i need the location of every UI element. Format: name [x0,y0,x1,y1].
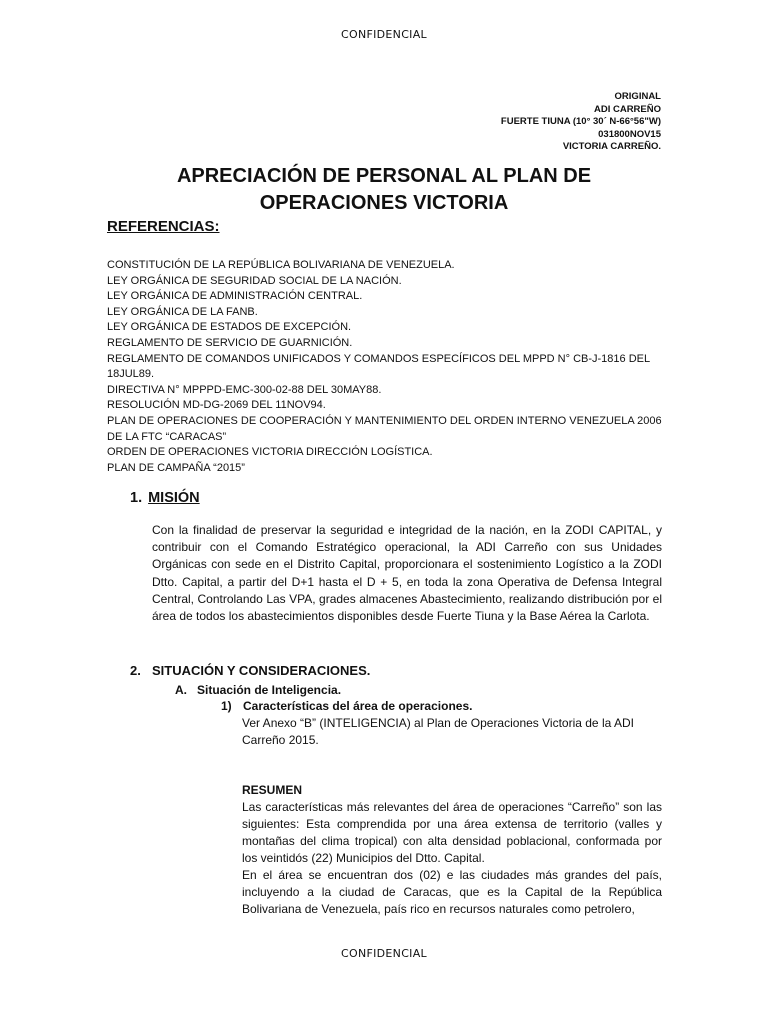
reference-item: REGLAMENTO DE COMANDOS UNIFICADOS Y COMANDOS ESPECÍFICOS DEL MPPD N° CB-J-1816 DEL 18JUL89. [107,352,650,381]
reference-item: REGLAMENTO DE SERVICIO DE GUARNICIÓN. [107,336,353,349]
reference-item: CONSTITUCIÓN DE LA REPÚBLICA BOLIVARIANA DE VENEZUELA. [107,259,455,271]
document-header-block [501,91,661,154]
header-original: ORIGINAL [614,91,661,102]
resumen-heading: RESUMEN [242,783,303,797]
section-2-heading [130,663,370,678]
header-unit: ADI CARREÑO [593,103,661,115]
reference-item: LEY ORGÁNICA DE LA FANB. [107,305,258,318]
confidential-header: CONFIDENCIAL [341,28,427,41]
reference-item: LEY ORGÁNICA DE SEGURIDAD SOCIAL DE LA NACIÓN. [107,274,402,287]
section-1-label: MISIÓN [148,490,200,506]
subsection-a-number: A. [175,683,187,697]
section-1-heading [130,490,200,506]
reference-item: ORDEN DE OPERACIONES VICTORIA DIRECCIÓN LOGÍSTICA. [107,446,433,459]
section-1-number: 1. [130,490,143,506]
header-location: FUERTE TIUNA (10° 30´ N-66°56"W) [500,116,661,127]
resumen-paragraph-2: En el área se encuentran dos (02) e las ciudades más grandes del país, incluyendo a la ciudad de Caracas, que es la Capital de la República Bolivariana de Venezuela, país rico en recursos naturales como petrolero, [242,868,662,916]
reference-item: DIRECTIVA N° MPPPD-EMC-300-02-88 DEL 30MAY88. [107,383,382,396]
header-operation: VICTORIA CARREÑO. [562,141,661,152]
subsection-1-heading [221,699,472,713]
section-2-label: SITUACIÓN Y CONSIDERACIONES. [152,663,371,678]
reference-item: LEY ORGÁNICA DE ADMINISTRACIÓN CENTRAL. [107,290,363,303]
resumen-paragraph-1: Las características más relevantes del área de operaciones “Carreño” son las siguientes: Esta comprendida por una área extensa de territorio (valles y montañas del clima tropical) con alta densidad poblacional, conformada por los veintidós (22) Municipios del Dtto. Capital. [242,800,662,865]
subsection-a-label: Situación de Inteligencia. [197,683,342,697]
document-title [107,163,661,217]
subsection-1-label: Características del área de operaciones. [243,699,473,713]
title-line-1: APRECIACIÓN DE PERSONAL AL PLAN DE [176,165,592,187]
reference-item: PLAN DE CAMPAÑA “2015” [107,461,245,474]
header-dtg: 031800NOV15 [598,128,661,140]
reference-item: LEY ORGÁNICA DE ESTADOS DE EXCEPCIÓN. [107,321,352,334]
references-heading: REFERENCIAS: [107,218,220,235]
area-annex-paragraph: Ver Anexo “B” (INTELIGENCIA) al Plan de Operaciones Victoria de la ADI Carreño 2015. [242,716,634,747]
subsection-1-number: 1) [221,699,232,713]
reference-item: PLAN DE OPERACIONES DE COOPERACIÓN Y MANTENIMIENTO DEL ORDEN INTERNO VENEZUELA 2006 DE LA FTC “CARACAS” [107,414,662,443]
resumen-body [242,799,662,918]
section-2-number: 2. [130,663,141,678]
subsection-a-heading [175,683,341,697]
reference-item: RESOLUCIÓN MD-DG-2069 DEL 11NOV94. [107,399,326,412]
references-list [107,258,667,476]
title-line-2: OPERACIONES VICTORIA [259,192,509,214]
mission-paragraph: Con la finalidad de preservar la seguridad e integridad de la nación, en la ZODI CAPITAL, y contribuir con el Comando Estratégico operacional, la ADI Carreño con sus Unidades Orgánicas con sede en el Distrito Capital, proporcionara el sostenimiento Logístico a la ZODI Dtto. Capital, a partir del D+1 hasta el D + 5, en toda la zona Operativa de Defensa Integral Central, Controlando Las VPA, grades almacenes Abastecimiento, realizando distribución por el área de todos los abastecimientos disponibles desde Fuerte Tiuna y la Base Aérea la Carlota. [152,523,662,624]
confidential-footer: CONFIDENCIAL [341,947,427,960]
